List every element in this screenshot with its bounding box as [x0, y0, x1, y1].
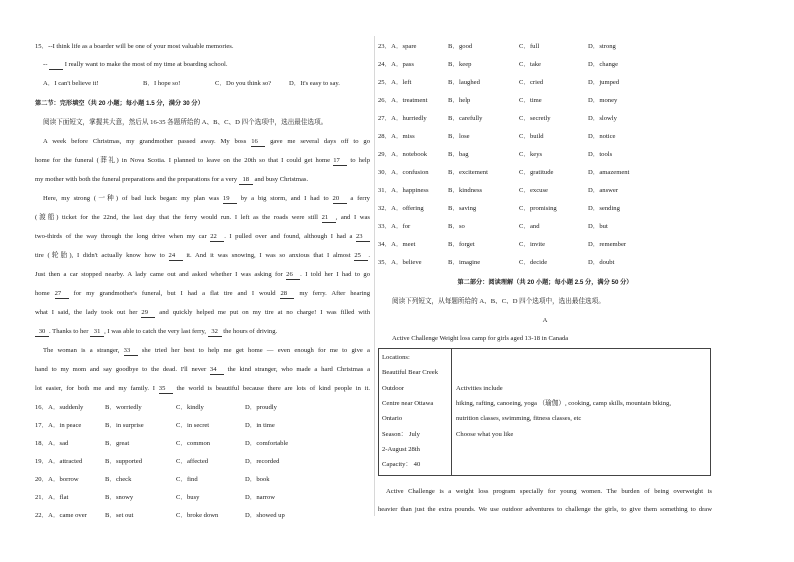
passage-line: Here, my strong (一种) of bad luck began: my plan was 19 by a big storm, and I had to 20 a ferry: [43, 195, 370, 202]
blank-number: 21: [322, 215, 336, 223]
option-d[interactable]: D．money: [588, 97, 618, 104]
option-b[interactable]: B．check: [105, 476, 132, 483]
option-a[interactable]: 33．A．for: [378, 223, 411, 230]
option-row: [35, 441, 370, 449]
option-row: [378, 206, 712, 214]
q15-option-a[interactable]: A．I can't believe it!: [43, 80, 99, 87]
option-row: [378, 242, 712, 250]
blank-number: 17: [333, 158, 347, 166]
option-a[interactable]: 35．A．believe: [378, 259, 422, 266]
reading-instructions: 阅读下列短文，从每题所给的 A、B、C、D 四个选项中，选出最佳选项。: [392, 298, 605, 305]
option-row: [35, 423, 370, 431]
camp-info-table: [378, 348, 711, 476]
option-a[interactable]: 29．A．notebook: [378, 151, 428, 158]
option-c[interactable]: C．full: [519, 43, 540, 50]
option-b[interactable]: B．saving: [448, 205, 477, 212]
option-d[interactable]: D．strong: [588, 43, 616, 50]
option-d[interactable]: D．jumped: [588, 79, 620, 86]
q15-option-c[interactable]: C．Do you think so?: [215, 80, 272, 87]
blank-number: 23: [356, 234, 370, 242]
option-d[interactable]: D．book: [245, 476, 270, 483]
option-b[interactable]: B．kindness: [448, 187, 483, 194]
passage-line: tire (轮胎), I didn't actually know how to 24 it. And it was snowing, I was so anxious that I almost 25 .: [35, 252, 370, 259]
passage-line: A week before Christmas, my grandmother passed away. My boss 16 gave me several days off to go: [43, 138, 370, 145]
blank-number: [49, 62, 63, 70]
option-d[interactable]: D．notice: [588, 133, 616, 140]
blank-number: 27: [55, 291, 69, 299]
option-d[interactable]: D．recorded: [245, 458, 280, 465]
passage-line: home for the funeral (葬礼) in Nova Scotia. I planned to leave on the 20th so that I could get home 17 to help: [35, 157, 371, 164]
blank-number: 29: [141, 310, 155, 318]
blank-number: 19: [223, 196, 237, 204]
option-c[interactable]: C．keys: [519, 151, 543, 158]
option-b[interactable]: B．good: [448, 43, 473, 50]
option-c[interactable]: C．busy: [176, 494, 200, 501]
passage-line: home 27 for my grandmother's funeral, but I had a flat tire and I would 28 my ferry. After hearing: [35, 290, 370, 297]
table-cell-left: Locations:: [382, 354, 410, 361]
option-row: [35, 513, 370, 521]
option-a[interactable]: 18．A．sad: [35, 440, 69, 447]
q15-option-b[interactable]: B．I hope so!: [143, 80, 181, 87]
option-b[interactable]: B．help: [448, 97, 471, 104]
option-c[interactable]: C．cried: [519, 79, 544, 86]
table-cell-right: Choose what you like: [456, 431, 514, 438]
option-d[interactable]: D．amazement: [588, 169, 630, 176]
option-b[interactable]: B．lose: [448, 133, 470, 140]
option-a[interactable]: 22．A．came over: [35, 512, 87, 519]
option-a[interactable]: 17．A．in peace: [35, 422, 82, 429]
passage-line: 30 . Thanks to her 31 , I was able to catch the very last ferry, 32 the hours of driving.: [35, 329, 277, 337]
section-heading-reading: 第二部分：阅读理解（共 20 小题；每小题 2.5 分，满分 50 分）: [457, 279, 633, 286]
column-divider: [374, 36, 375, 516]
option-a[interactable]: 34．A．meet: [378, 241, 416, 248]
passage-line: lot easier, for both me and my family. I 35 the world is beautiful because there are lots of kind people in it.: [35, 385, 370, 392]
blank-number: 34: [210, 367, 224, 375]
blank-number: 16: [251, 139, 265, 147]
table-divider: [451, 349, 452, 475]
option-c[interactable]: C．broke down: [176, 512, 219, 519]
blank-number: 26: [286, 272, 300, 280]
table-cell-left: 2-August 28th: [382, 446, 420, 453]
option-c[interactable]: C．decide: [519, 259, 548, 266]
option-b[interactable]: B．carefully: [448, 115, 483, 122]
option-a[interactable]: 21．A．flat: [35, 494, 69, 501]
option-b[interactable]: B．bag: [448, 151, 469, 158]
option-d[interactable]: D．comfortable: [245, 440, 289, 447]
option-row: [378, 260, 712, 268]
option-row: [35, 459, 370, 467]
option-c[interactable]: C．kindly: [176, 404, 204, 411]
option-b[interactable]: B．keep: [448, 61, 472, 68]
table-cell-left: Centre near Ottawa: [382, 400, 434, 407]
option-a[interactable]: 31．A．happiness: [378, 187, 429, 194]
option-d[interactable]: D．narrow: [245, 494, 276, 501]
blank-number: 35: [159, 386, 173, 394]
option-row: [35, 477, 370, 485]
blank-number: 33: [124, 348, 138, 356]
table-cell-right: Activities include: [456, 385, 503, 392]
option-d[interactable]: D．remember: [588, 241, 627, 248]
option-row: [378, 224, 712, 232]
option-c[interactable]: C．secretly: [519, 115, 551, 122]
option-c[interactable]: C．promising: [519, 205, 557, 212]
option-d[interactable]: D．sending: [588, 205, 620, 212]
option-a[interactable]: 19．A．attracted: [35, 458, 83, 465]
option-a[interactable]: 20．A．borrow: [35, 476, 79, 483]
option-d[interactable]: D．change: [588, 61, 619, 68]
option-c[interactable]: C．take: [519, 61, 541, 68]
table-cell-right: nutrition classes, swimming, fitness classes, etc: [456, 415, 582, 422]
question-15-reply: -- I really want to make the most of my time at boarding school.: [43, 61, 228, 68]
blank-number: 25: [354, 253, 368, 261]
blank-number: 28: [280, 291, 294, 299]
reading-passage-line: Active Challenge is a weight loss program specially for young women. The burden of being overweight is: [386, 488, 712, 495]
table-cell-right: hiking, rafting, canoeing, yoga （瑜伽）, cooking, camp skills, mountain biking,: [456, 400, 671, 407]
option-c[interactable]: C．time: [519, 97, 542, 104]
passage-line: my mother with both the funeral preparations and the preparations for a very 18 and busy Christmas.: [35, 176, 309, 183]
option-d[interactable]: D．but: [588, 223, 608, 230]
blank-number: 24: [169, 253, 183, 261]
option-row: [378, 170, 712, 178]
option-row: [378, 152, 712, 160]
passage-line: what I said, the lady took out her 29 and quickly helped me put on my tire at no charge! I was filled with: [35, 309, 370, 316]
option-row: [378, 44, 712, 52]
option-c[interactable]: C．find: [176, 476, 198, 483]
option-b[interactable]: B．supported: [105, 458, 142, 465]
option-b[interactable]: B．in surprise: [105, 422, 144, 429]
option-c[interactable]: C．affected: [176, 458, 209, 465]
passage-line: hand to my mom and say goodbye to the dead. I'll never 34 the kind stranger, who made a hard Christmas a: [35, 366, 370, 373]
blank-number: 18: [239, 177, 253, 185]
passage-line: Just then a car stopped nearby. A lady came out and asked whether I was asking for 26 . I told her I had to go: [35, 271, 370, 278]
question-15-options: [35, 81, 370, 89]
option-c[interactable]: C．and: [519, 223, 540, 230]
option-row: [378, 188, 712, 196]
ad-title: Active Challenge Weight loss camp for girls aged 13-18 in Canada: [392, 335, 569, 342]
option-d[interactable]: D．slowly: [588, 115, 617, 122]
option-row: [35, 405, 370, 413]
question-15: 15．--I think life as a boarder will be one of your most valuable memories.: [35, 43, 234, 50]
option-row: [378, 98, 712, 106]
table-cell-left: Beautiful Bear Creek: [382, 369, 439, 376]
table-cell-left: Capacity： 40: [382, 461, 421, 468]
blank-number: 30: [35, 329, 49, 337]
option-b[interactable]: B．forget: [448, 241, 475, 248]
option-b[interactable]: B．excitement: [448, 169, 488, 176]
table-cell-left: Season： July: [382, 431, 420, 438]
blank-number: 31: [90, 329, 104, 337]
option-row: [35, 495, 370, 503]
option-row: [378, 62, 712, 70]
option-a[interactable]: 30．A．confusion: [378, 169, 429, 176]
table-cell-left: Ontario: [382, 415, 403, 422]
option-b[interactable]: B．snowy: [105, 494, 134, 501]
option-a[interactable]: 24．A．pass: [378, 61, 414, 68]
q15-option-d[interactable]: D．It's easy to say.: [289, 80, 340, 87]
option-b[interactable]: B．great: [105, 440, 130, 447]
option-c[interactable]: C．build: [519, 133, 544, 140]
option-c[interactable]: C．in secret: [176, 422, 210, 429]
option-b[interactable]: B．set out: [105, 512, 134, 519]
cloze-instructions: 阅读下面短文，掌握其大意，然后从 16-35 各题所给的 A、B、C、D 四个选项中，选出最佳选项。: [43, 119, 328, 126]
option-c[interactable]: C．invite: [519, 241, 546, 248]
passage-letter: A: [542, 317, 548, 324]
reading-passage-line: heavier than just the extra pounds. We use outdoor adventures to challenge the girls, to give them something to draw: [378, 506, 712, 513]
passage-line: The woman is a stranger, 33 she tried her best to help me get home — even enough for me to give a: [43, 347, 370, 354]
option-d[interactable]: D．in time: [245, 422, 275, 429]
option-row: [378, 134, 712, 142]
table-cell-left: Outdoor: [382, 385, 404, 392]
option-a[interactable]: 28．A．miss: [378, 133, 415, 140]
option-d[interactable]: D．doubt: [588, 259, 615, 266]
blank-number: 32: [208, 329, 222, 337]
option-d[interactable]: D．tools: [588, 151, 613, 158]
option-row: [378, 116, 712, 124]
option-a[interactable]: 16．A．suddenly: [35, 404, 84, 411]
option-d[interactable]: D．answer: [588, 187, 619, 194]
option-a[interactable]: 26．A．treatment: [378, 97, 428, 104]
option-a[interactable]: 32．A．offering: [378, 205, 424, 212]
passage-line: two-thirds of the way through the long drive when my car 22 . I pulled over and found, although I had a 23: [35, 234, 370, 242]
option-c[interactable]: C．gratitude: [519, 169, 554, 176]
option-b[interactable]: B．worriedly: [105, 404, 142, 411]
option-c[interactable]: C．common: [176, 440, 211, 447]
option-b[interactable]: B．laughed: [448, 79, 480, 86]
option-c[interactable]: C．excuse: [519, 187, 548, 194]
option-b[interactable]: B．imagine: [448, 259, 481, 266]
option-a[interactable]: 23．A．spare: [378, 43, 417, 50]
option-row: [378, 80, 712, 88]
option-a[interactable]: 27．A．hurriedly: [378, 115, 427, 122]
option-d[interactable]: D．proudly: [245, 404, 277, 411]
blank-number: 20: [333, 196, 347, 204]
option-d[interactable]: D．showed up: [245, 512, 285, 519]
option-a[interactable]: 25．A．left: [378, 79, 412, 86]
section-heading-cloze: 第二节：完形填空（共 20 小题；每小题 1.5 分，满分 30 分）: [35, 100, 204, 107]
blank-number: 22: [210, 234, 224, 242]
option-b[interactable]: B．so: [448, 223, 465, 230]
passage-line: (渡船) ticket for the 22nd, the last day that the ferry would run. I left as the roads were still 21 , and I was: [35, 214, 370, 221]
